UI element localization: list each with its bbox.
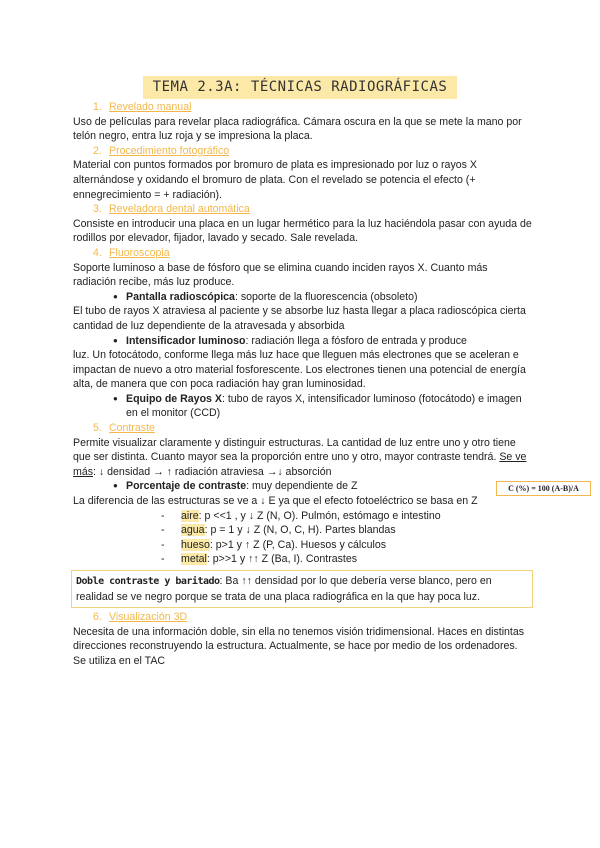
- section-number: 2.: [93, 144, 102, 157]
- section-title: Visualización 3D: [109, 611, 188, 624]
- dash-item-metal: [73, 552, 533, 567]
- section-heading-5: [73, 421, 533, 436]
- bullet-text: : tubo de rayos X, intensificador luminoso (fotocátodo) e imagen en el monitor (CCD): [126, 392, 522, 420]
- document-body: [73, 100, 533, 669]
- paragraph: [73, 436, 533, 480]
- dash-item-hueso: [73, 538, 533, 553]
- section-heading-3: [73, 202, 533, 217]
- paragraph: Soporte luminoso a base de fósforo que se elimina cuando inciden rayos X. Cuanto más radiación recibe, más luz produce.: [73, 261, 488, 289]
- section-title: Fluoroscopia: [109, 246, 170, 259]
- section-number: 1.: [93, 101, 102, 113]
- highlighted-term: agua: [181, 524, 205, 537]
- paragraph-text: Permite visualizar claramente y distinguir estructuras. La cantidad de luz entre uno y otro tiene que ser distinta. Cuanto mayor sea la proporción entre uno y otro, mayor contraste tendrá.: [73, 436, 516, 464]
- section-number: 3.: [93, 203, 102, 216]
- bullet-text: : muy dependiente de Z: [246, 480, 358, 493]
- bullet-text: : soporte de la fluorescencia (obsoleto): [234, 290, 418, 303]
- note-box: [71, 570, 533, 608]
- section-heading-6: [73, 610, 533, 625]
- note-title: Doble contraste y baritado: [76, 576, 220, 587]
- section-title: Contraste: [109, 422, 155, 435]
- section-number: 4.: [93, 246, 102, 259]
- bullet-item: [73, 479, 533, 494]
- paragraph-text: : ↓ densidad → ↑ radiación atraviesa →↓ absorción: [93, 465, 332, 478]
- section-title: Reveladora dental automática: [109, 203, 250, 216]
- note-text: : Ba ↑↑ densidad por lo que debería verse blanco, pero en realidad se ve negro porque se trata de una placa radiográfica en la que hay poca luz.: [76, 575, 492, 603]
- bullet-item: [73, 290, 533, 305]
- paragraph: luz. Un fotocátodo, conforme llega más luz hace que lleguen más electrones que se aceleran e impactan de nuevo a otro material fosforescente. Los electrones tienen una potencial de energía alta, de manera que con poca radiación hay gran luminosidad.: [73, 349, 526, 391]
- section-heading-1: [73, 100, 533, 115]
- paragraph: El tubo de rayos X atraviesa al paciente y se absorbe luz hasta llegar a placa radioscópica cierta cantidad de luz dependiente de la atravesada y absorbida: [73, 305, 526, 332]
- paragraph: Necesita de una información doble, sin ella no tenemos visión tridimensional. Haces en distintas direcciones reconstruyendo la estructura. Actualmente, se hace por medio de los ordenadores. Se utiliza en el TAC: [73, 625, 525, 667]
- paragraph: Consiste en introducir una placa en un lugar hermético para la luz haciéndola pasar con ayuda de rodillos por elevador, fijador, lavado y secado. Sale revelada.: [73, 217, 532, 245]
- highlighted-term: hueso: [181, 538, 210, 551]
- highlighted-term: metal: [181, 553, 207, 566]
- item-text: : p>>1 y ↑↑ Z (Ba, I). Contrastes: [206, 553, 358, 566]
- paragraph: Uso de películas para revelar placa radiográfica. Cámara oscura en la que se mete la mano por telón negro, entra luz roja y se impresiona la placa.: [73, 115, 522, 143]
- bullet-text: : radiación llega a fósforo de entrada y produce: [245, 334, 467, 347]
- underlined-text: Se ve más: [73, 451, 527, 478]
- bullet-term: Equipo de Rayos X: [126, 392, 222, 405]
- section-title: Procedimiento fotográfico: [109, 144, 230, 157]
- highlighted-term: aire: [181, 509, 199, 522]
- section-number: 5.: [93, 422, 102, 435]
- paragraph: Material con puntos formados por bromuro de plata es impresionado por luz o rayos X alternándose y oxidando el bromuro de plata. Con el revelado se potencia el efecto (+ ennegrecimiento = + radiación).: [73, 159, 477, 201]
- page-title: TEMA 2.3A: TÉCNICAS RADIOGRÁFICAS: [143, 76, 458, 99]
- bullet-term: Pantalla radioscópica: [126, 290, 235, 303]
- dash-item-agua: [73, 523, 533, 538]
- section-heading-4: [73, 246, 533, 261]
- paragraph: La diferencia de las estructuras se ve a ↓ E ya que el efecto fotoeléctrico se basa en Z: [73, 495, 478, 508]
- section-heading-2: [73, 144, 533, 159]
- title-wrap: [0, 76, 600, 99]
- item-text: : p <<1 , y ↓ Z (N, O). Pulmón, estómago e intestino: [198, 509, 441, 522]
- bullet-term: Porcentaje de contraste: [126, 480, 247, 493]
- contrast-formula: C (%) = 100 (A-B)/A: [496, 481, 591, 496]
- bullet-item: [73, 392, 533, 421]
- dash-item-aire: [73, 509, 533, 524]
- section-title: Revelado manual: [109, 101, 192, 113]
- bullet-term: Intensificador luminoso: [126, 334, 246, 347]
- section-number: 6.: [93, 611, 102, 624]
- bullet-item: [73, 334, 533, 349]
- item-text: : p>1 y ↑ Z (P, Ca). Huesos y cálculos: [209, 538, 387, 551]
- item-text: : p = 1 y ↓ Z (N, O, C, H). Partes blandas: [204, 524, 396, 537]
